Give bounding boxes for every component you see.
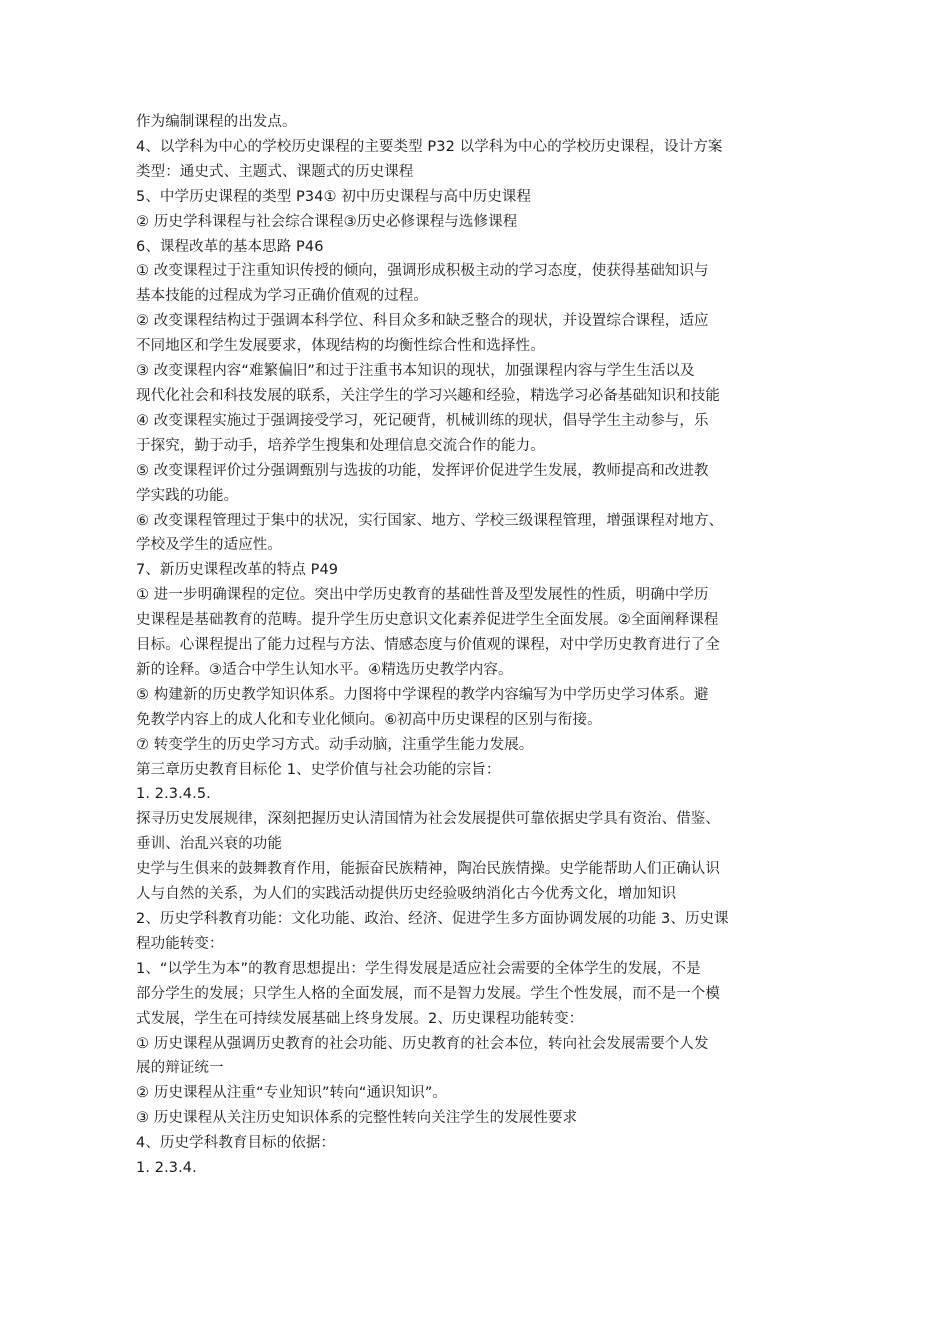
text-line: 垂训、治乱兴衰的功能 xyxy=(136,836,282,853)
text-line: 4、历史学科教育目标的依据： xyxy=(136,1135,336,1152)
text-line: 1. 2.3.4. xyxy=(136,1160,197,1177)
text-line: 5、中学历史课程的类型 P34① 初中历史课程与高中历史课程 xyxy=(136,188,532,205)
text-line: ① 改变课程过于注重知识传授的倾向，强调形成积极主动的学习态度，使获得基础知识与 xyxy=(136,263,709,280)
text-line: 学校及学生的适应性。 xyxy=(136,537,282,554)
text-line: 部分学生的发展；只学生人格的全面发展，而不是智力发展。学生个性发展，而不是一个模 xyxy=(136,985,720,1002)
text-line: ② 历史课程从注重“专业知识”转向“通识知识”。 xyxy=(136,1085,448,1102)
text-line: ⑥ 改变课程管理过于集中的状况，实行国家、地方、学校三级课程管理，增强课程对地方、 xyxy=(136,512,724,529)
text-line: 免教学内容上的成人化和专业化倾向。⑥初高中历史课程的区别与衔接。 xyxy=(136,711,602,728)
text-line: 6、课程改革的基本思路 P46 xyxy=(136,238,324,255)
text-line: 史学与生俱来的鼓舞教育作用，能振奋民族精神，陶冶民族情操。史学能帮助人们正确认识 xyxy=(136,861,720,878)
text-line: ① 历史课程从强调历史教育的社会功能、历史教育的社会本位，转向社会发展需要个人发 xyxy=(136,1035,709,1052)
text-line: 于探究，勤于动手，培养学生搜集和处理信息交流合作的能力。 xyxy=(136,437,545,454)
text-line: ⑦ 转变学生的历史学习方式。动手动脑，注重学生能力发展。 xyxy=(136,736,534,753)
text-line: ③ 改变课程内容“难繁偏旧”和过于注重书本知识的现状，加强课程内容与学生生活以及 xyxy=(136,363,695,380)
text-line: 1、“以学生为本”的教育思想提出：学生得发展是适应社会需要的全体学生的发展，不是 xyxy=(136,960,701,977)
text-line: 2、历史学科教育功能：文化功能、政治、经济、促进学生多方面协调发展的功能 3、历史课 xyxy=(136,911,729,927)
text-line: 1. 2.3.4.5. xyxy=(136,786,211,803)
text-line: 现代化社会和科技发展的联系，关注学生的学习兴趣和经验，精选学习必备基础知识和技能 xyxy=(136,387,720,404)
text-line: 程功能转变： xyxy=(136,935,224,952)
text-line: 7、新历史课程改革的特点 P49 xyxy=(136,562,339,579)
text-line: 作为编制课程的出发点。 xyxy=(136,114,297,130)
text-line: 类型：通史式、主题式、课题式的历史课程 xyxy=(136,163,414,180)
text-line: 不同地区和学生发展要求，体现结构的均衡性综合性和选择性。 xyxy=(136,338,545,355)
text-line: 人与自然的关系，为人们的实践活动提供历史经验吸纳消化古今优秀文化，增加知识 xyxy=(136,886,677,903)
text-line: 探寻历史发展规律，深刻把握历史认清国情为社会发展提供可靠依据史学具有资治、借鉴、 xyxy=(136,811,720,828)
text-line: 基本技能的过程成为学习正确价值观的过程。 xyxy=(136,288,428,305)
text-line: 展的辩证统一 xyxy=(136,1060,224,1077)
document-body xyxy=(136,110,836,1181)
text-line: 第三章历史教育目标伦 1、史学价值与社会功能的宗旨： xyxy=(136,761,501,778)
text-line: ⑤ 构建新的历史教学知识体系。力图将中学课程的教学内容编写为中学历史学习体系。避 xyxy=(136,686,709,703)
text-line: ③ 历史课程从关注历史知识体系的完整性转向关注学生的发展性要求 xyxy=(136,1110,578,1127)
text-line: 4、以学科为中心的学校历史课程的主要类型 P32 以学科为中心的学校历史课程，设计方案 xyxy=(136,138,723,155)
text-line: ② 改变课程结构过于强调本科学位、科目众多和缺乏整合的现状，并设置综合课程，适应 xyxy=(136,313,709,330)
text-line: ② 历史学科课程与社会综合课程③历史必修课程与选修课程 xyxy=(136,213,518,230)
text-line: 新的诠释。③适合中学生认知水平。④精选历史教学内容。 xyxy=(136,661,513,678)
text-line: 式发展，学生在可持续发展基础上终身发展。2、历史课程功能转变： xyxy=(136,1010,584,1027)
text-line: 目标。心课程提出了能力过程与方法、情感态度与价值观的课程，对中学历史教育进行了全 xyxy=(136,637,720,654)
text-line: 学实践的功能。 xyxy=(136,487,239,504)
text-line: ⑤ 改变课程评价过分强调甄别与选拔的功能，发挥评价促进学生发展，教师提高和改进教 xyxy=(136,462,709,479)
text-line: 史课程是基础教育的范畴。提升学生历史意识文化素养促进学生全面发展。②全面阐释课程 xyxy=(136,612,719,629)
text-line: ④ 改变课程实施过于强调接受学习，死记硬背，机械训练的现状，倡导学生主动参与，乐 xyxy=(136,412,709,429)
text-line: ① 进一步明确课程的定位。突出中学历史教育的基础性普及型发展性的性质，明确中学历 xyxy=(136,587,709,604)
